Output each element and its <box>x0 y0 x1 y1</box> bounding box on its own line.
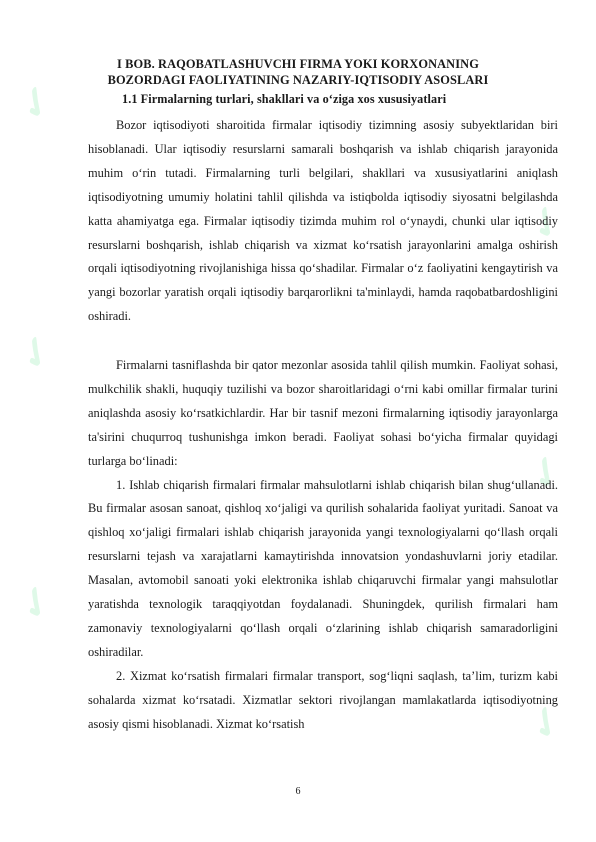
watermark-mark: ✓ <box>9 575 65 631</box>
body-block-1 <box>88 114 558 329</box>
watermark-mark: ✓ <box>519 445 575 501</box>
watermark-mark: ✓ <box>9 325 65 381</box>
chapter-title-line1: I BOB. RAQOBATLASHUVCHI FIRMA YOKI KORXONANING <box>117 57 479 71</box>
section-title: 1.1 Firmalarning turlari, shakllari va o‘ziga xos xususiyatlari <box>122 92 447 106</box>
watermark-mark: ✓ <box>519 695 575 751</box>
page-number: 6 <box>295 786 301 797</box>
body-block-2 <box>88 354 558 737</box>
paragraph: Bozor iqtisodiyoti sharoitida firmalar iqtisodiy tizimning asosiy subyektlaridan biri hisoblanadi. Ular iqtisodiy resurslarni samarali boshqarish va ishlab chiqarish jarayonida muhim o‘rin tutadi. Firmalarning turli belgilari, shakllari va xususiyatlarini aniqlash iqtisodiyotning umumiy holatini tahlil qilishda va istiqbolda iqtisodiy siyosatni belgilashda katta ahamiyatga ega. Firmalar iqtisodiy tizimda muhim rol o‘ynaydi, chunki ular iqtisodiy resurslarni boshqarish, ishlab chiqarish va xizmat ko‘rsatish jarayonlarini amalga oshirish orqali iqtisodiyotning rivojlanishiga hissa qo‘shadilar. Firmalar o‘z faoliyatini kengaytirish va yangi bozorlar yaratish orqali iqtisodiy barqarorlikni ta'minlaydi, hamda raqobatbardoshligini oshiradi. <box>88 118 558 324</box>
watermark-mark: ✓ <box>519 195 575 251</box>
watermark-mark: ✓ <box>9 75 65 131</box>
paragraph: Firmalarni tasniflashda bir qator mezonlar asosida tahlil qilish mumkin. Faoliyat sohasi, mulkchilik shakli, huquqiy tuzilishi va bozor sharoitlaridagi o‘rni kabi omillar firmalar turini aniqlashda asosiy ko‘rsatkichlardir. Har bir tasnif mezoni firmalarning iqtisodiy jarayonlarga ta'sirini chuqurroq tushunishga imkon beradi. Faoliyat sohasi bo‘yicha firmalar quyidagi turlarga bo‘linadi: <box>88 358 558 468</box>
paragraph: 2. Xizmat ko‘rsatish firmalari firmalar transport, sog‘liqni saqlash, ta’lim, turizm kabi sohalarda xizmat ko‘rsatadi. Xizmatlar sektori rivojlangan mamlakatlarda iqtisodiyotning asosiy qismi hisoblanadi. Xizmat ko‘rsatish <box>88 668 558 731</box>
paragraph: 1. Ishlab chiqarish firmalari firmalar mahsulotlarni ishlab chiqarish bilan shug‘ullanadi. Bu firmalar asosan sanoat, qishloq xo‘jaligi va qurilish sohalarida faoliyat yuritadi. Sanoat va qishloq xo‘jaligi firmalari ishlab chiqarish jarayonida yangi texnologiyalarni qo‘llash orqali resurslarni tejash va xarajatlarni kamaytirishda innovatsion yondashuvlarni joriy etadilar. Masalan, avtomobil sanoati yoki elektronika ishlab chiqaruvchi firmalar yangi mahsulotlar yaratishda texnologik taraqqiyotdan foydalanadi. Shuningdek, qurilish firmalari ham zamonaviy texnologiyalarni qo‘llash orqali o‘zlarining ishlab chiqarish samaradorligini oshiradilar. <box>88 477 558 659</box>
chapter-title-line2: BOZORDAGI FAOLIYATINING NAZARIY-IQTISODIY ASOSLARI <box>107 73 489 87</box>
